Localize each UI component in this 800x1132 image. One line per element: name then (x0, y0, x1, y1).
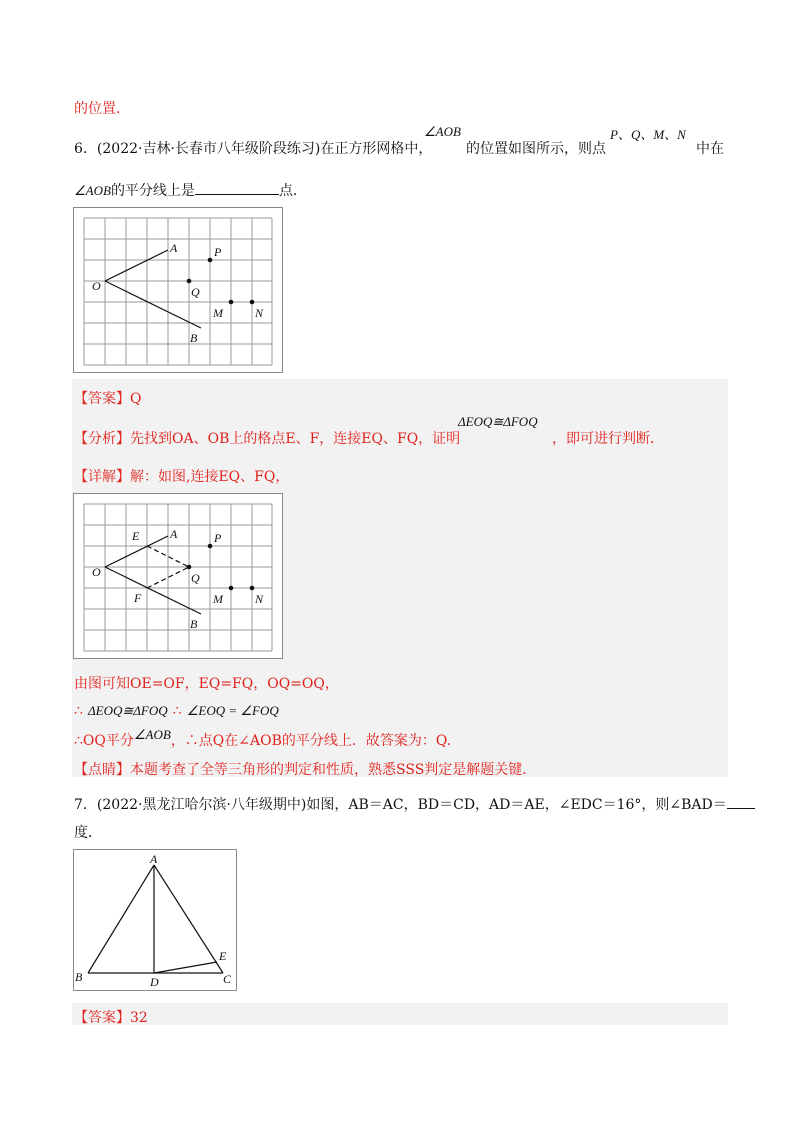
grid-lines (84, 218, 272, 365)
analysis-math: ΔEOQ≅ΔFOQ (458, 414, 538, 429)
comment-text: 本题考查了全等三角形的判定和性质，熟悉SSS判定是解题关键． (130, 762, 537, 778)
point-p (208, 544, 213, 549)
answer-line (74, 388, 141, 408)
label-b: B (190, 617, 198, 631)
point-n (250, 586, 255, 591)
question-text: 的位置如图所示，则点 (466, 141, 606, 157)
angle-aob-math: ∠AOB (424, 124, 461, 139)
answer-value: Q (130, 391, 142, 407)
label-o: O (92, 565, 101, 579)
question-source: (2022·吉林·长春市八年级阶段练习) (96, 141, 321, 157)
ray-ob (105, 567, 201, 614)
ray-oa (105, 250, 168, 281)
analysis-tag: 【分析】 (74, 431, 130, 447)
label-n: N (255, 592, 264, 606)
proof-line-3 (74, 727, 452, 750)
label-e: E (132, 529, 140, 543)
question-6-line1 (74, 138, 432, 158)
question-text: 的平分线上是 (110, 183, 195, 199)
answer-block-7 (72, 1003, 728, 1025)
point-m (229, 300, 234, 305)
point-q (187, 565, 192, 570)
congruence-math: ΔEOQ≅ΔFOQ (88, 703, 168, 718)
continuation-text: 的位置． (74, 101, 130, 117)
comment-line (74, 759, 536, 779)
question-text: 在正方形网格中， (320, 141, 433, 157)
comment-tag: 【点睛】 (74, 762, 130, 778)
question-text: 中在 (696, 141, 724, 157)
answer-tag: 【答案】 (74, 391, 130, 407)
label-a: A (150, 852, 158, 866)
question-text: 如图，AB＝AC，BD＝CD，AD＝AE，∠EDC＝16°，则∠BAD＝ (306, 797, 727, 813)
ray-ob (105, 281, 201, 328)
analysis-end: ，即可进行判断． (552, 431, 664, 447)
answer-line (74, 1007, 148, 1027)
label-d: D (150, 975, 159, 989)
label-b: B (190, 331, 198, 345)
label-q: Q (191, 285, 200, 299)
label-a: A (170, 527, 178, 541)
proof-line-2 (74, 700, 279, 719)
proof-text: ，∴点Q在∠AOB的平分线上．故答案为：Q. (170, 733, 452, 749)
label-e: E (219, 949, 227, 963)
angle-aob-math: ∠AOB (74, 183, 111, 198)
grid-lines (84, 504, 272, 651)
label-p: P (214, 245, 222, 259)
answer-tag: 【答案】 (74, 1010, 130, 1026)
therefore-symbol: ∴ (172, 703, 182, 719)
question-number: 6． (74, 141, 97, 157)
segment-ab (88, 865, 154, 973)
answer-blank[interactable] (727, 808, 755, 809)
label-c: C (223, 972, 232, 986)
analysis-text: 先找到OA、OB上的格点E、F，连接EQ、FQ，证明 (130, 431, 461, 447)
angle-aob-math: ∠AOB (133, 727, 171, 742)
answer-value: 32 (130, 1010, 148, 1026)
angle-equal-math: ∠EOQ = ∠FOQ (186, 703, 279, 718)
detail-line (74, 466, 289, 486)
label-m: M (213, 592, 223, 606)
question-7-line2: 度． (74, 825, 102, 841)
analysis-line (74, 428, 460, 448)
label-p: P (214, 531, 222, 545)
label-q: Q (191, 571, 200, 585)
figure-7-triangle (73, 849, 237, 991)
answer-blank[interactable] (195, 194, 279, 195)
point-p (208, 258, 213, 263)
figure-6b-grid (73, 493, 283, 659)
therefore-symbol: ∴ (74, 703, 83, 719)
label-o: O (92, 279, 101, 293)
point-q (187, 279, 192, 284)
segment-ac (154, 865, 223, 973)
question-7-line1 (74, 794, 755, 814)
label-n: N (255, 306, 264, 320)
figure-6-grid (73, 207, 283, 373)
point-m (229, 586, 234, 591)
detail-text: 解：如图,连接EQ、FQ， (130, 469, 290, 485)
question-6-line2 (74, 180, 307, 200)
proof-text: ∴OQ平分 (74, 733, 134, 749)
question-text: 点． (278, 183, 307, 199)
label-m: M (213, 306, 223, 320)
question-source: (2022·黑龙江哈尔滨·八年级期中) (96, 797, 307, 813)
label-a: A (170, 241, 178, 255)
question-number: 7． (74, 797, 97, 813)
label-b: B (75, 970, 83, 984)
points-math: P、Q、M、N (610, 127, 686, 142)
detail-tag: 【详解】 (74, 469, 130, 485)
label-f: F (134, 591, 142, 605)
segment-de (154, 962, 217, 973)
proof-line-1: 由图可知OE=OF，EQ=FQ，OQ=OQ， (74, 676, 339, 692)
point-n (250, 300, 255, 305)
